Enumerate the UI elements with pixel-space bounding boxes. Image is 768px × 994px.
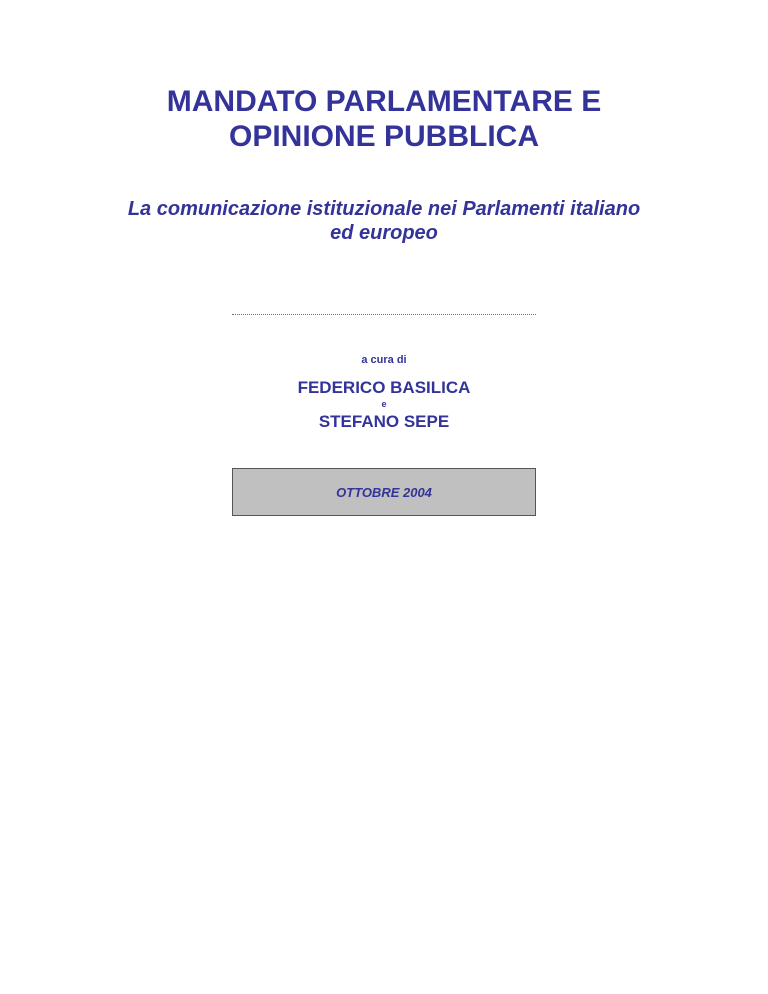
subtitle-line-2: ed europeo <box>330 222 438 244</box>
curated-by-label: a cura di <box>361 354 407 366</box>
author-name-2: STEFANO SEPE <box>318 412 450 431</box>
title-line-2: OPINIONE PUBBLICA <box>228 120 540 153</box>
publication-date: OTTOBRE 2004 <box>336 485 432 500</box>
document-subtitle <box>0 197 768 245</box>
title-line-1: MANDATO PARLAMENTARE E <box>166 85 602 118</box>
date-box <box>232 468 536 516</box>
dotted-divider <box>232 314 536 315</box>
subtitle-line-1: La comunicazione istituzionale nei Parlamenti italiano <box>127 198 641 220</box>
author-conjunction: e <box>381 399 387 409</box>
author-name-1: FEDERICO BASILICA <box>297 378 471 397</box>
document-title <box>0 84 768 154</box>
